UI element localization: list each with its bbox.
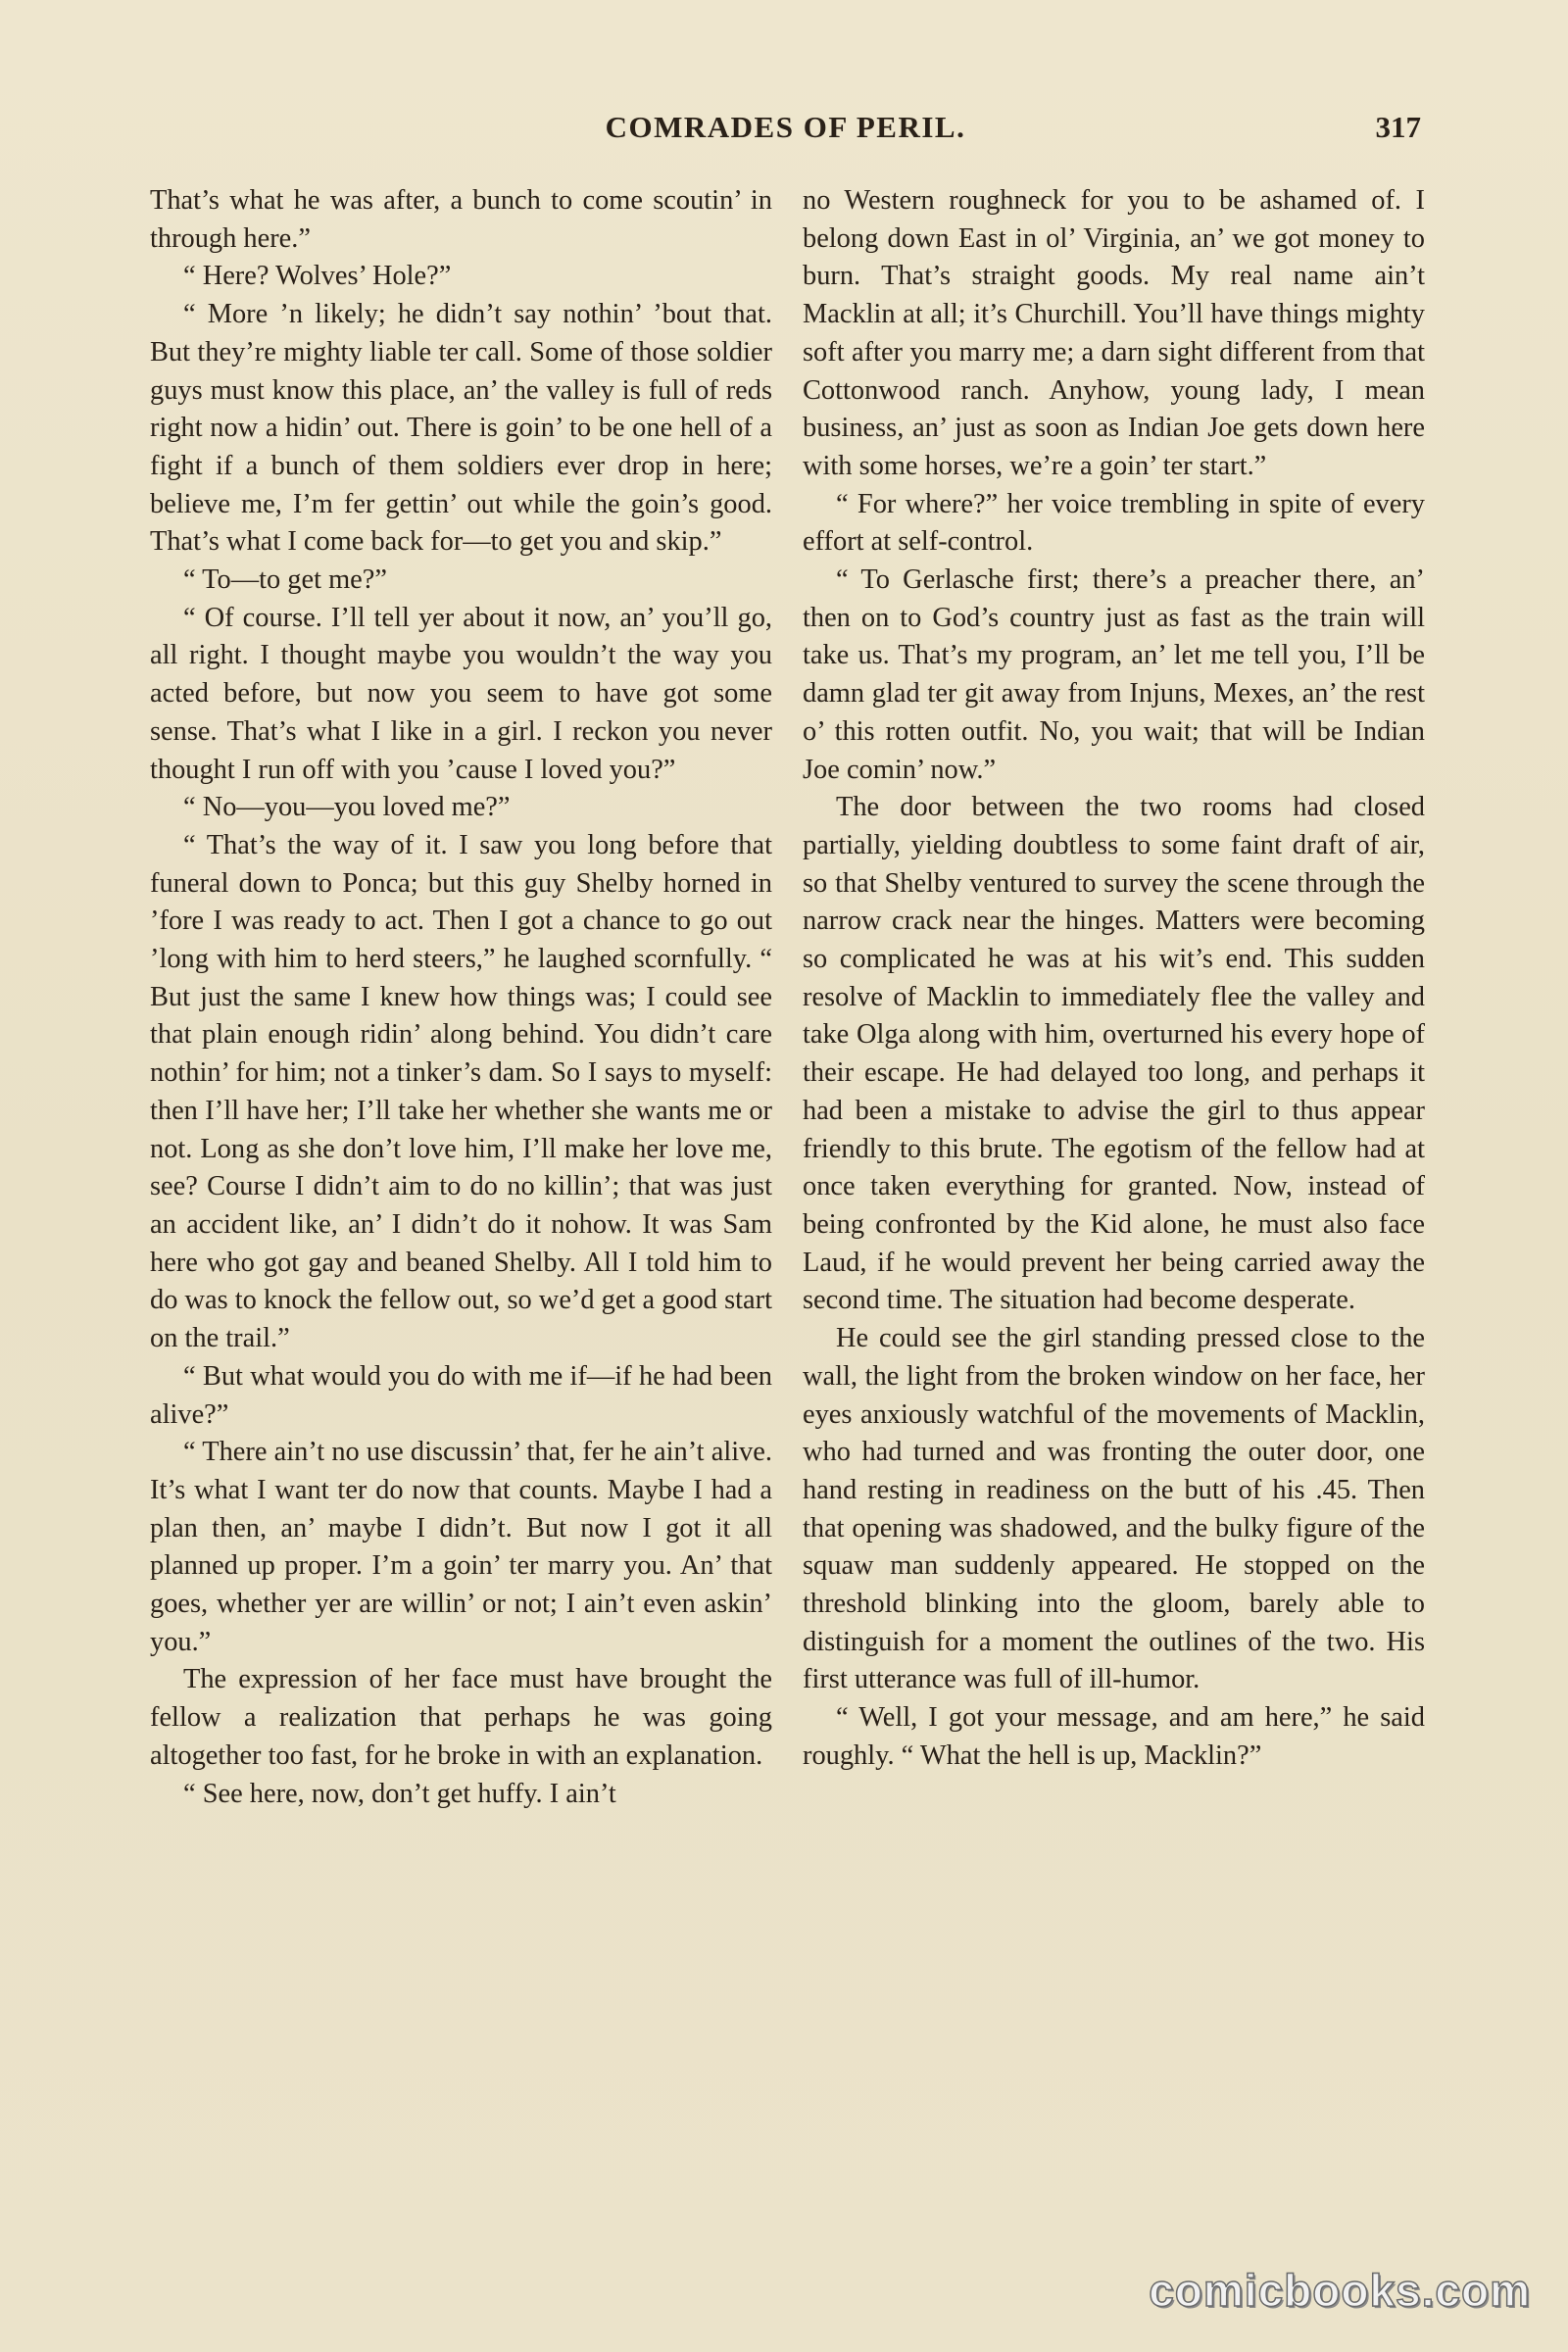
paragraph: “ Here? Wolves’ Hole?” (183, 261, 452, 292)
watermark: comicbooks.com (1149, 2265, 1531, 2316)
paragraph: That’s what he was after, a bunch to come scoutin’ in through here.” (150, 185, 772, 254)
paragraph: “ Of course. I’ll tell yer about it now, an’ you’ll go, all right. I thought maybe you wouldn’t the way you acted before, but now you seem to have got some sense. That’s what I like in a girl. I reckon you never thought I run off with you ’cause I loved you?” (150, 602, 772, 785)
running-title: COMRADES OF PERIL. (605, 110, 966, 144)
paragraph: “ For where?” her voice trembling in spite of every effort at self-control. (803, 488, 1425, 558)
left-column (150, 182, 772, 1813)
paragraph: “ To Gerlasche first; there’s a preacher there, an’ then on to God’s country just as fast as the train will take us. That’s my program, an’ let me tell you, I’ll be damn glad ter git away from Injuns, Mexes, an’ the rest o’ this rotten outfit. No, you wait; that will be Indian Joe comin’ now.” (803, 564, 1425, 785)
paragraph: “ There ain’t no use discussin’ that, fer he ain’t alive. It’s what I want ter do now that counts. Maybe I had a plan then, an’ maybe I didn’t. But now I got it all planned up proper. I’m a goin’ ter marry you. An’ that goes, whether yer are willin’ or not; I ain’t even askin’ you.” (150, 1437, 772, 1657)
paragraph: “ But what would you do with me if—if he had been alive?” (150, 1360, 772, 1430)
paragraph: The expression of her face must have brought the fellow a realization that perhaps he was going altogether too fast, for he broke in with an explanation. (150, 1664, 772, 1771)
paragraph: “ That’s the way of it. I saw you long before that funeral down to Ponca; but this guy Shelby horned in ’fore I was ready to act. Then I got a chance to go out ’long with him to herd steers,” he laughed scornfully. “ But just the same I knew how things was; I could see that plain enough ridin’ along behind. You didn’t care nothin’ for him; not a tinker’s dam. So I says to myself: then I’ll have her; I’ll take her whether she wants me or not. Long as she don’t love him, I’ll make her love me, see? Course I didn’t aim to do no killin’; that was just an accident like, an’ I didn’t do it nohow. It was Sam here who got gay and beaned Shelby. All I told him to do was to knock the fellow out, so we’d get a good start on the trail.” (150, 829, 772, 1354)
paragraph: “ Well, I got your message, and am here,” he said roughly. “ What the hell is up, Macklin?” (803, 1702, 1425, 1771)
paragraph: no Western roughneck for you to be ashamed of. I belong down East in ol’ Virginia, an’ we got money to burn. That’s straight goods. My real name ain’t Macklin at all; it’s Churchill. You’ll have things mighty soft after you marry me; a darn sight different from that Cottonwood ranch. Anyhow, young lady, I mean business, an’ just as soon as Indian Joe gets down here with some horses, we’re a goin’ ter start.” (803, 185, 1425, 481)
paragraph: “ To—to get me?” (183, 564, 387, 596)
paragraph: “ See here, now, don’t get huffy. I ain’t (183, 1778, 616, 1809)
page-number: 317 (1375, 110, 1421, 144)
paragraph: He could see the girl standing pressed close to the wall, the light from the broken window on her face, her eyes anxiously watchful of the movements of Macklin, who had turned and was fronting the outer door, one hand resting in readiness on the butt of his .45. Then that opening was shadowed, and the bulky figure of the squaw man suddenly appeared. He stopped on the threshold blinking into the gloom, barely able to distinguish for a moment the outlines of the two. His first utterance was full of ill-humor. (803, 1323, 1425, 1695)
paragraph: The door between the two rooms had closed partially, yielding doubtless to some faint draft of air, so that Shelby ventured to survey the scene through the narrow crack near the hinges. Matters were becoming so complicated he was at his wit’s end. This sudden resolve of Macklin to immediately flee the valley and take Olga along with him, overturned his every hope of their escape. He had delayed too long, and perhaps it had been a mistake to advise the girl to thus appear friendly to this brute. The egotism of the fellow had at once taken everything for granted. Now, instead of being confronted by the Kid alone, he must also face Laud, if he would prevent her being carried away the second time. The situation had become desperate. (803, 792, 1425, 1316)
paragraph: “ More ’n likely; he didn’t say nothin’ ’bout that. But they’re mighty liable ter call. Some of those soldier guys must know this place, an’ the valley is full of reds right now a hidin’ out. There is goin’ to be one hell of a fight if a bunch of them soldiers ever drop in here; believe me, I’m fer gettin’ out while the goin’s good. That’s what I come back for—to get you and skip.” (150, 299, 772, 558)
right-column (803, 182, 1425, 1776)
page-header (150, 110, 1421, 159)
paragraph: “ No—you—you loved me?” (183, 792, 511, 823)
